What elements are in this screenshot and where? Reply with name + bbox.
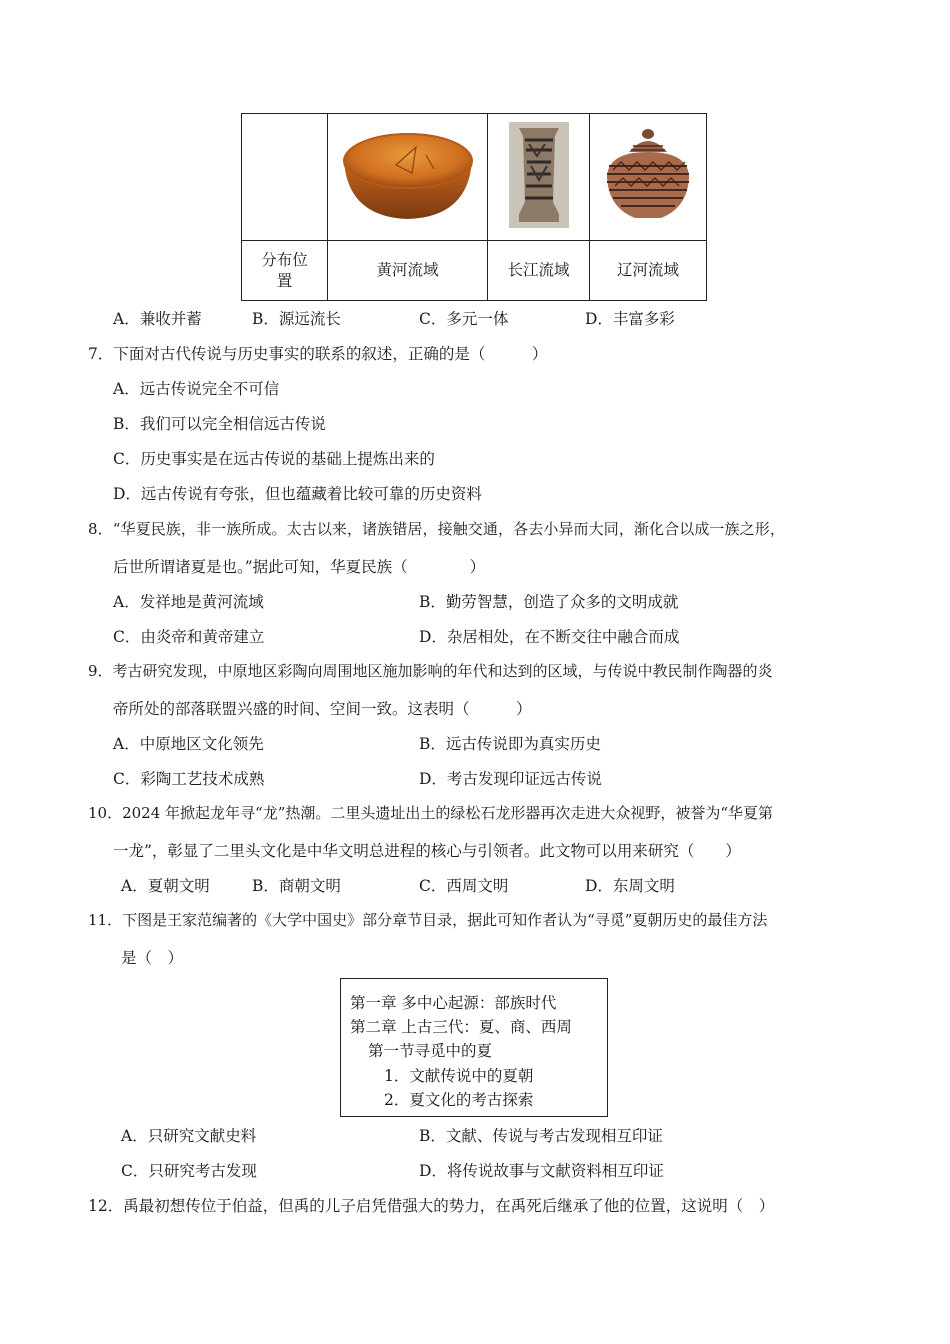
q6-option-b: B．源远流长 [252, 310, 341, 328]
q9-option-c: C．彩陶工艺技术成熟 [113, 770, 265, 788]
region-label: 长江流域 [507, 261, 570, 279]
q10-stem-line1: 10．2024 年掀起龙年寻“龙”热潮。二里头遗址出土的绿松石龙形器再次走进大众视野，被誉为“华夏第 [88, 804, 774, 822]
q12-stem-line1: 12．禹最初想传位于伯益，但禹的儿子启凭借强大的势力，在禹死后继承了他的位置，这说明（ ） [88, 1197, 775, 1215]
q11-stem-line2: 是（ ） [121, 949, 184, 967]
q11-stem-line1: 11．下图是王家范编著的《大学中国史》部分章节目录，据此可知作者认为“寻觅”夏朝历史的最佳方法 [88, 911, 768, 929]
region-cell [590, 241, 707, 301]
q10-option-b: B．商朝文明 [252, 877, 341, 895]
q8-option-a: A．发祥地是黄河流域 [113, 593, 264, 611]
region-label: 黄河流域 [376, 261, 439, 279]
q9-option-b: B．远古传说即为真实历史 [419, 735, 601, 753]
q7-option-a: A．远古传说完全不可信 [113, 380, 280, 398]
q10-option-d: D．东周文明 [585, 877, 675, 895]
toc-chapter-2: 第二章 上古三代：夏、商、西周 [350, 1018, 572, 1036]
q11-option-b: B．文献、传说与考古发现相互印证 [419, 1127, 663, 1145]
q7-option-d: D．远古传说有夸张，但也蕴藏着比较可靠的历史资料 [113, 485, 482, 503]
q8-option-d: D．杂居相处，在不断交往中融合而成 [419, 628, 680, 646]
q6-option-c: C．多元一体 [419, 310, 509, 328]
q8-option-b: B．勤劳智慧，创造了众多的文明成就 [419, 593, 679, 611]
q10-option-c: C．西周文明 [419, 877, 509, 895]
toc-chapter-1: 第一章 多中心起源：部族时代 [350, 994, 557, 1012]
q11-option-a: A．只研究文献史料 [121, 1127, 257, 1145]
pottery-table [241, 113, 707, 301]
empty-header-cell [242, 114, 328, 241]
q8-stem-line1: 8．“华夏民族，非一族所成。太古以来，诸族错居，接触交通，各去小异而大同，渐化合以成一族之形， [88, 520, 785, 538]
q7-option-c: C．历史事实是在远古传说的基础上提炼出来的 [113, 450, 435, 468]
row-label: 分布位置 [261, 250, 308, 290]
q10-stem-line2: 一龙”，彰显了二里头文化是中华文明总进程的核心与引领者。此文物可以用来研究（ ） [113, 842, 741, 860]
painted-pottery-cylinder-image [509, 122, 569, 228]
q9-option-a: A．中原地区文化领先 [113, 735, 264, 753]
q7-stem: 7．下面对古代传说与历史事实的联系的叙述，正确的是（ ） [88, 345, 548, 363]
q11-option-d: D．将传说故事与文献资料相互印证 [419, 1162, 664, 1180]
q9-stem-line1: 9．考古研究发现，中原地区彩陶向周围地区施加影响的年代和达到的区域，与传说中教民制作陶器的炎 [88, 662, 773, 680]
pottery-image-cell [590, 114, 707, 241]
q9-option-d: D．考古发现印证远古传说 [419, 770, 602, 788]
q7-option-b: B．我们可以完全相信远古传说 [113, 415, 326, 433]
q8-stem-line2: 后世所谓诸夏是也。”据此可知，华夏民族（ ） [113, 558, 486, 576]
region-cell [488, 241, 590, 301]
q6-option-a: A．兼收并蓄 [113, 310, 202, 328]
toc-item-2: 2．夏文化的考古探索 [384, 1091, 534, 1109]
table-of-contents-box [340, 978, 608, 1117]
region-cell [328, 241, 488, 301]
painted-pottery-jar-image [599, 126, 697, 224]
painted-pottery-bowl-image [338, 125, 478, 225]
q8-option-c: C．由炎帝和黄帝建立 [113, 628, 265, 646]
q6-option-d: D．丰富多彩 [585, 310, 675, 328]
toc-section-1: 第一节寻觅中的夏 [368, 1042, 493, 1060]
q10-option-a: A．夏朝文明 [121, 877, 210, 895]
q11-option-c: C．只研究考古发现 [121, 1162, 257, 1180]
region-label: 辽河流域 [616, 261, 679, 279]
toc-item-1: 1．文献传说中的夏朝 [384, 1067, 534, 1085]
pottery-image-cell [488, 114, 590, 241]
pottery-image-cell [328, 114, 488, 241]
q9-stem-line2: 帝所处的部落联盟兴盛的时间、空间一致。这表明（ ） [113, 700, 532, 718]
row-label-cell [242, 241, 328, 301]
